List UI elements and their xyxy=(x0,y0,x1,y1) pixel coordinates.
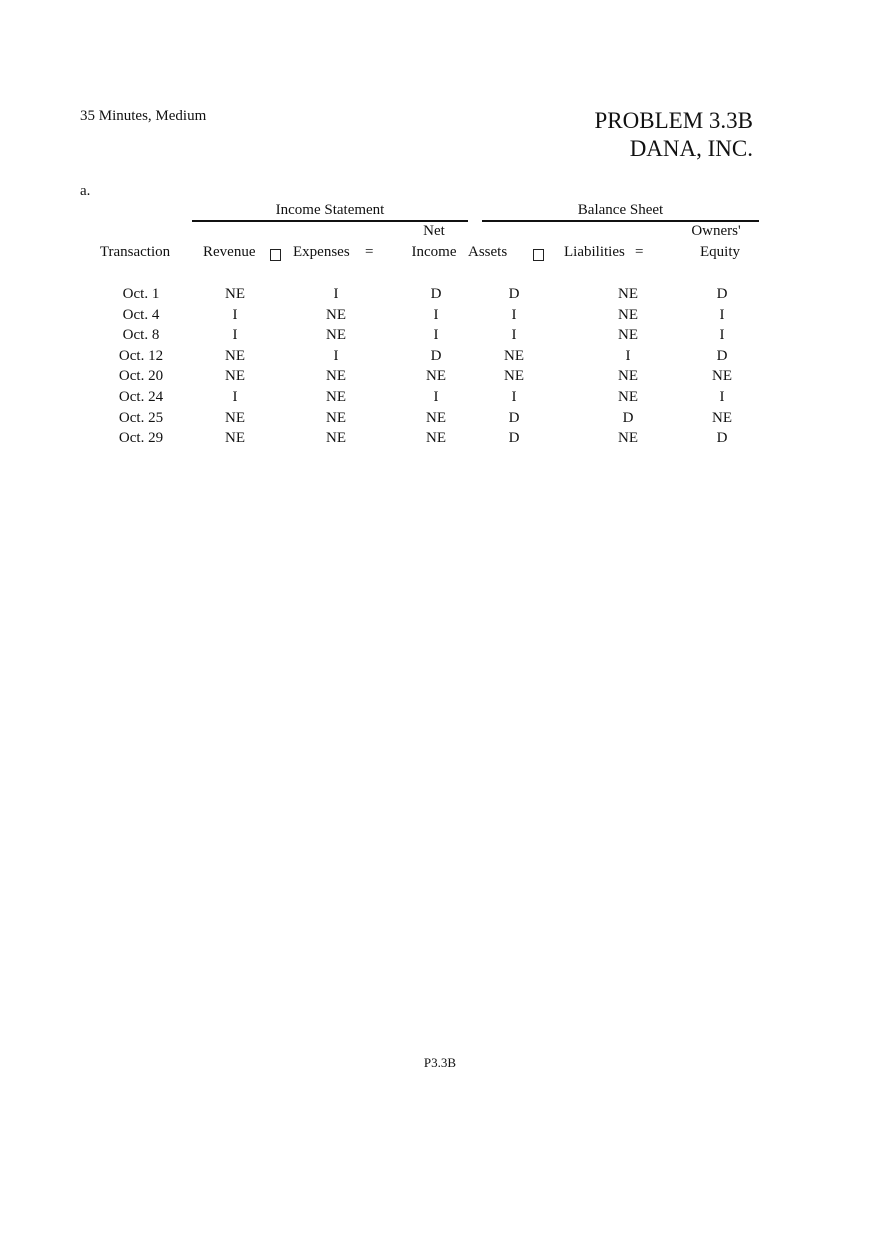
cell-revenue: I xyxy=(232,389,238,405)
cell-liabilities: I xyxy=(625,347,631,364)
cell-expenses: I xyxy=(333,347,339,364)
cell-revenue: NE xyxy=(225,286,245,302)
cell-transaction: Oct. 8 xyxy=(122,327,160,344)
cell-transaction: Oct. 12 xyxy=(118,347,164,364)
cell-net-income: D xyxy=(430,286,442,302)
col-expenses: Expenses xyxy=(293,244,350,260)
cell-expenses: NE xyxy=(326,430,346,447)
cell-revenue: I xyxy=(232,306,238,323)
cell-liabilities: NE xyxy=(618,286,638,302)
col-assets: Assets xyxy=(468,244,508,260)
cell-assets: I xyxy=(511,306,517,323)
cell-owners-equity: D xyxy=(716,286,728,302)
cell-expenses: NE xyxy=(326,409,346,426)
cell-liabilities: D xyxy=(622,409,634,426)
problem-title: PROBLEM 3.3B xyxy=(594,108,753,133)
col-net-income: Income xyxy=(411,244,457,260)
cell-liabilities: NE xyxy=(618,389,638,405)
cell-transaction: Oct. 25 xyxy=(118,409,164,426)
cell-expenses: NE xyxy=(326,389,346,405)
cell-transaction: Oct. 24 xyxy=(118,389,164,405)
cell-owners-equity: D xyxy=(716,430,728,447)
income-statement-rule xyxy=(192,220,468,222)
equals-sign-2: = xyxy=(635,244,644,260)
col-transaction: Transaction xyxy=(99,244,171,260)
col-revenue: Revenue xyxy=(203,244,256,260)
cell-transaction: Oct. 1 xyxy=(122,286,160,302)
cell-assets: NE xyxy=(504,368,524,385)
cell-owners-equity: D xyxy=(716,347,728,364)
cell-net-income: I xyxy=(433,327,439,344)
cell-expenses: I xyxy=(333,286,339,302)
operator-minus-icon xyxy=(533,248,544,266)
cell-transaction: Oct. 4 xyxy=(122,306,160,323)
cell-liabilities: NE xyxy=(618,430,638,447)
cell-liabilities: NE xyxy=(618,368,638,385)
cell-revenue: NE xyxy=(225,409,245,426)
cell-revenue: NE xyxy=(225,430,245,447)
cell-assets: D xyxy=(508,286,520,302)
cell-net-income: NE xyxy=(426,430,446,447)
page-title xyxy=(595,107,753,163)
cell-net-income: I xyxy=(433,306,439,323)
cell-net-income: I xyxy=(433,389,439,405)
cell-owners-equity: I xyxy=(719,327,725,344)
page-footer: P3.3B xyxy=(423,1055,457,1070)
cell-revenue: NE xyxy=(225,368,245,385)
cell-assets: I xyxy=(511,389,517,405)
cell-assets: D xyxy=(508,430,520,447)
cell-owners-equity: NE xyxy=(712,368,732,385)
cell-liabilities: NE xyxy=(618,327,638,344)
company-name: DANA, INC. xyxy=(629,136,753,161)
balance-sheet-heading: Balance Sheet xyxy=(577,202,664,218)
cell-assets: I xyxy=(511,327,517,344)
cell-transaction: Oct. 20 xyxy=(118,368,164,385)
cell-expenses: NE xyxy=(326,306,346,323)
equals-sign-1: = xyxy=(365,244,374,260)
col-liabilities: Liabilities xyxy=(564,244,625,260)
balance-sheet-rule xyxy=(482,220,759,222)
cell-net-income: D xyxy=(430,347,442,364)
difficulty-label: 35 Minutes, Medium xyxy=(80,108,207,124)
income-statement-heading: Income Statement xyxy=(275,202,385,218)
cell-expenses: NE xyxy=(326,368,346,385)
cell-owners-equity: I xyxy=(719,306,725,323)
cell-owners-equity: NE xyxy=(712,409,732,426)
cell-revenue: NE xyxy=(225,347,245,364)
cell-assets: NE xyxy=(504,347,524,364)
col-owners-equity: Equity xyxy=(700,244,740,260)
cell-transaction: Oct. 29 xyxy=(118,430,164,447)
cell-assets: D xyxy=(508,409,520,426)
cell-liabilities: NE xyxy=(618,306,638,323)
cell-expenses: NE xyxy=(326,327,346,344)
cell-net-income: NE xyxy=(426,409,446,426)
cell-owners-equity: I xyxy=(719,389,725,405)
cell-net-income: NE xyxy=(426,368,446,385)
col-net-top: Net xyxy=(423,223,445,239)
part-label: a. xyxy=(80,183,91,199)
col-owners-top: Owners' xyxy=(691,223,741,239)
cell-revenue: I xyxy=(232,327,238,344)
operator-minus-icon xyxy=(270,248,281,266)
